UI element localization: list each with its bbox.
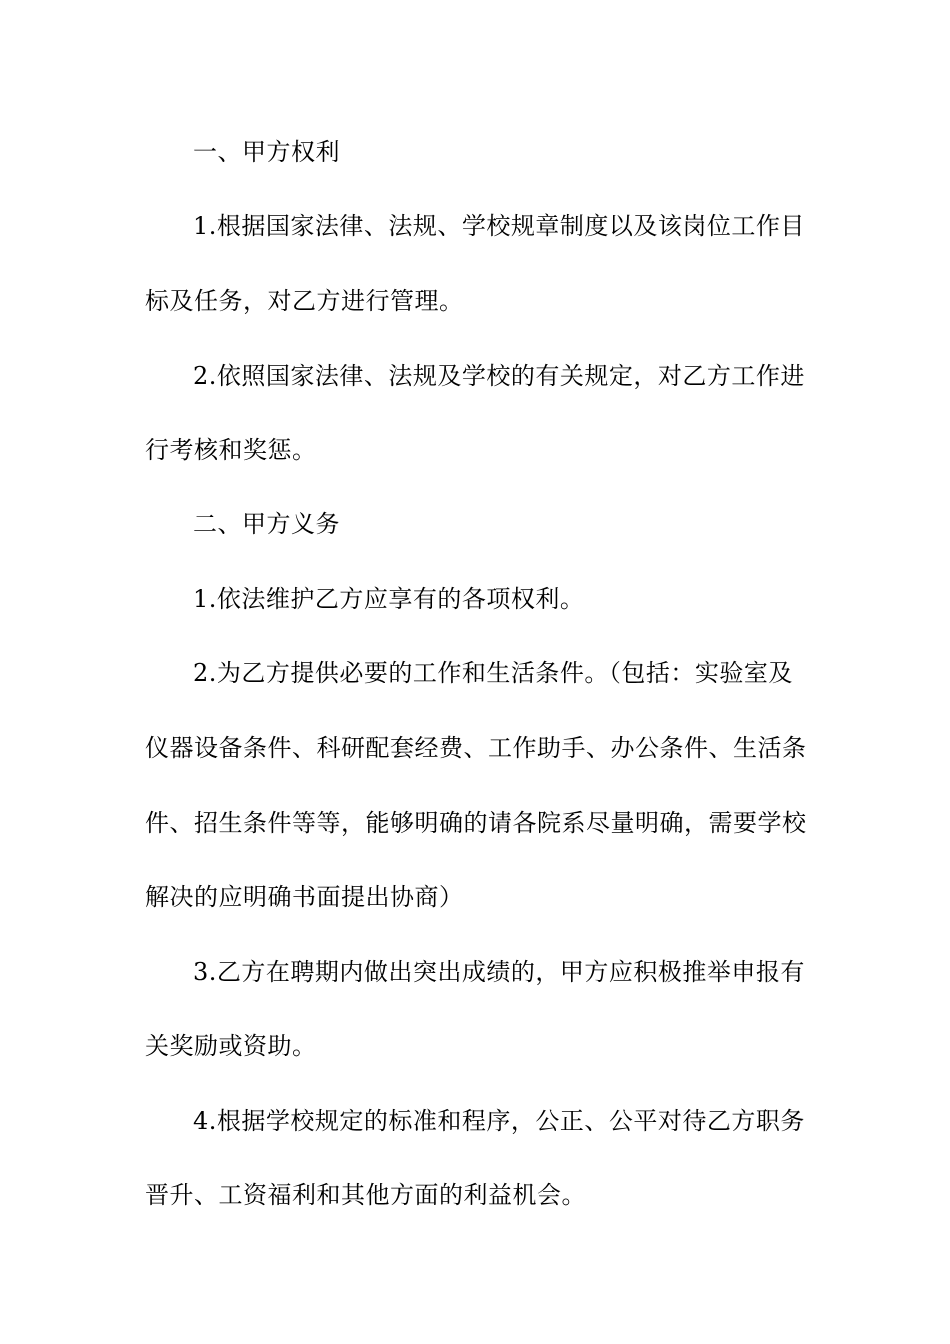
paragraph-line: 1.依法维护乙方应享有的各项权利。 [193,585,585,613]
paragraph-line: 2.依照国家法律、法规及学校的有关规定，对乙方工作进 [193,362,805,390]
paragraph-line: 2.为乙方提供必要的工作和生活条件。（包括：实验室及 [193,659,793,687]
paragraph-line: 行考核和奖惩。 [145,436,317,464]
paragraph-line: 标及任务，对乙方进行管理。 [145,287,464,315]
paragraph-line: 关奖励或资助。 [145,1032,317,1060]
paragraph-line: 解决的应明确书面提出协商） [145,883,464,911]
paragraph-line: 件、招生条件等等，能够明确的请各院系尽量明确，需要学校 [145,809,807,837]
paragraph-line: 1.根据国家法律、法规、学校规章制度以及该岗位工作目 [193,212,805,240]
paragraph-line: 仪器设备条件、科研配套经费、工作助手、办公条件、生活条 [145,734,807,762]
paragraph-line: 3.乙方在聘期内做出突出成绩的，甲方应积极推举申报有 [193,958,805,986]
section-heading-party-a-obligations: 二、甲方义务 [193,510,340,538]
paragraph-line: 晋升、工资福利和其他方面的利益机会。 [145,1181,586,1209]
section-heading-party-a-rights: 一、甲方权利 [193,138,340,166]
paragraph-line: 4.根据学校规定的标准和程序，公正、公平对待乙方职务 [193,1107,805,1135]
